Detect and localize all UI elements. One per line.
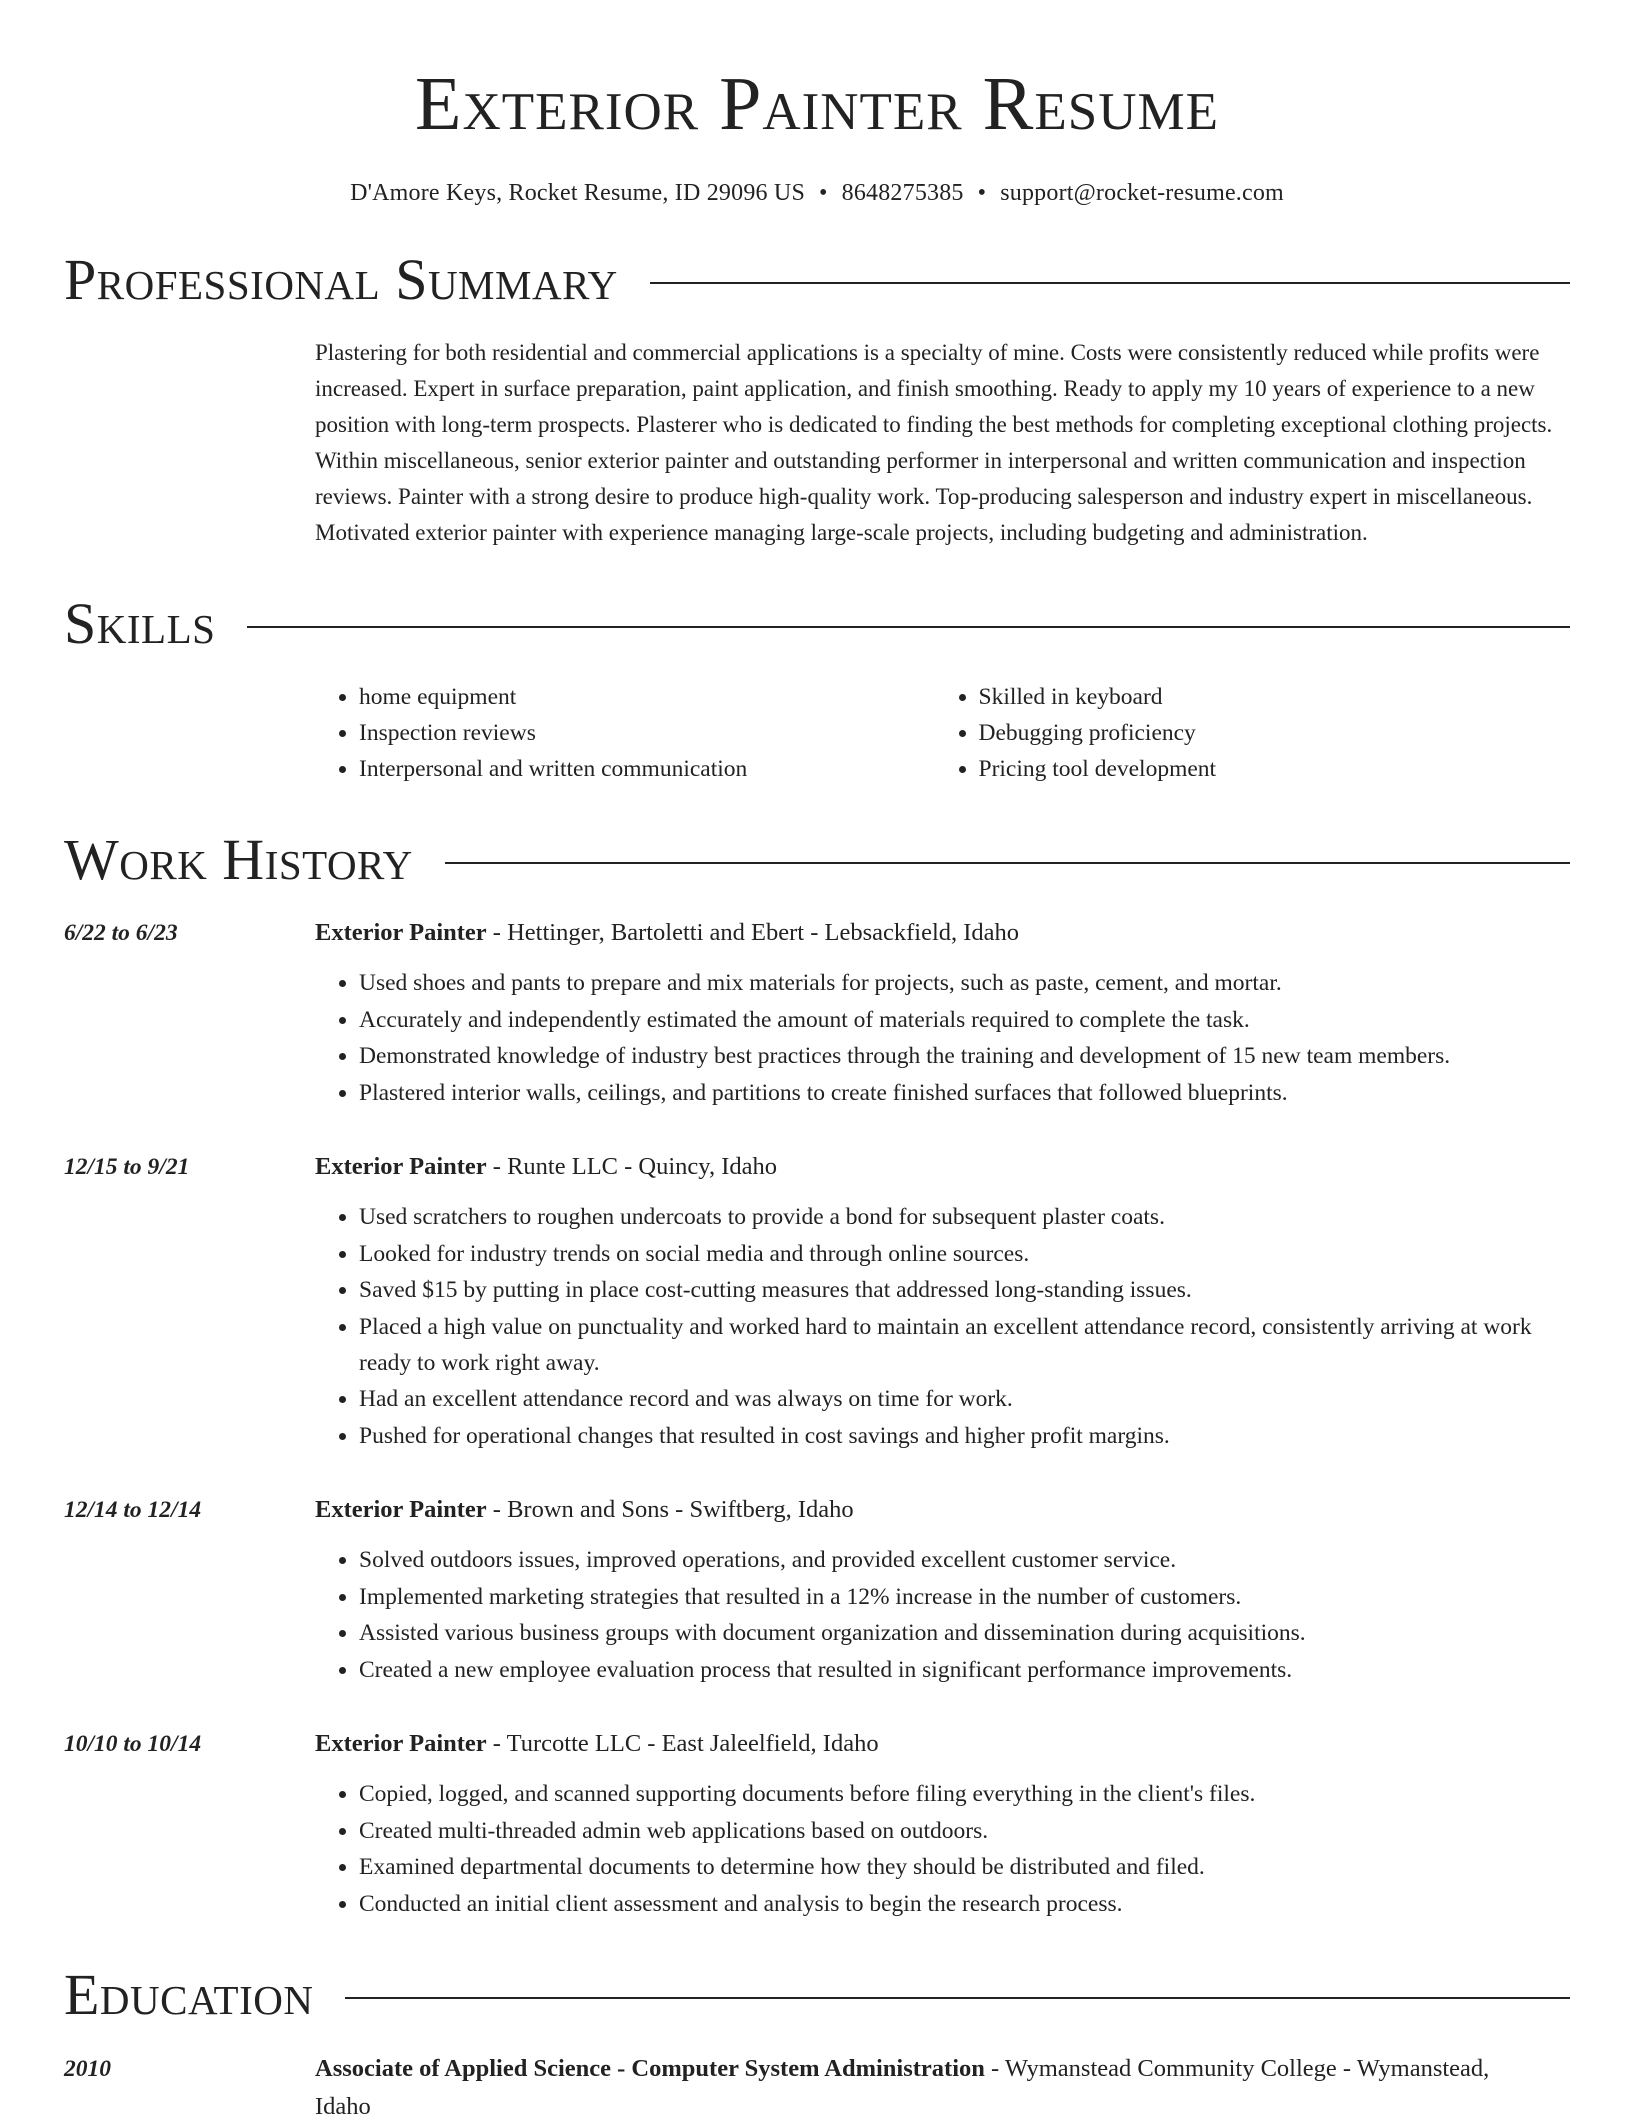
skills-list <box>315 679 1570 787</box>
job-bullets <box>315 1542 1570 1688</box>
job-bullet: • Solved outdoors issues, improved operations, and provided excellent customer service. <box>359 1542 1570 1578</box>
job-bullet: • Placed a high value on punctuality and worked hard to maintain an excellent attendance record, consistently arriving at work ready to work right away. <box>359 1309 1570 1381</box>
job-bullet: • Looked for industry trends on social media and through online sources. <box>359 1236 1570 1272</box>
job-bullet: • Used shoes and pants to prepare and mix materials for projects, such as paste, cement, and mortar. <box>359 965 1570 1001</box>
contact-line <box>64 180 1570 207</box>
job-dates: 12/14 to 12/14 <box>64 1497 202 1523</box>
job-dates: 10/10 to 10/14 <box>64 1731 202 1757</box>
job-dates: 12/15 to 9/21 <box>64 1154 190 1180</box>
summary-text: Plastering for both residential and commercial applications is a specialty of mine. Costs were consistently reduced while profits were increased. Expert in surface preparation, paint application, and finish smoothing. Ready to apply my 10 years of experience to a new position with long-term prospects. Plasterer who is dedicated to finding the best methods for completing exceptional clothing projects. Within miscellaneous, senior exterior painter and outstanding performer in interpersonal and written communication and inspection reviews. Painter with a strong desire to produce high-quality work. Top-producing salesperson and industry expert in miscellaneous. Motivated exterior painter with experience managing large-scale projects, including budgeting and administration. <box>315 340 1553 545</box>
section-divider <box>345 1997 1570 1999</box>
job-bullet: • Accurately and independently estimated the amount of materials required to complete the task. <box>359 1002 1570 1038</box>
job-employer: - Hettinger, Bartoletti and Ebert - Lebsackfield, Idaho <box>486 919 1020 946</box>
work-section-header <box>64 827 1570 892</box>
section-divider <box>445 862 1570 864</box>
education-year: 2010 <box>64 2056 111 2082</box>
resume-title: Exterior Painter Resume <box>415 62 1219 146</box>
education-heading: Education <box>64 1962 314 2027</box>
job-bullet: • Plastered interior walls, ceilings, and partitions to create finished surfaces that followed blueprints. <box>359 1075 1570 1111</box>
job-bullet: • Copied, logged, and scanned supporting documents before filing everything in the client's files. <box>359 1776 1570 1812</box>
job-bullet: • Created a new employee evaluation process that resulted in significant performance improvements. <box>359 1652 1570 1688</box>
section-divider <box>247 626 1570 628</box>
job-entry <box>64 1492 1570 1688</box>
job-body <box>315 1149 1570 1454</box>
job-bullet: • Saved $15 by putting in place cost-cutting measures that addressed long-standing issues. <box>359 1272 1570 1308</box>
job-heading <box>315 1149 1570 1185</box>
summary-section-header <box>64 247 1570 312</box>
job-bullets <box>315 1199 1570 1454</box>
job-title: Exterior Painter <box>315 1730 487 1757</box>
job-heading <box>315 1726 1570 1762</box>
skills-heading: Skills <box>64 591 216 656</box>
job-employer: - Brown and Sons - Swiftberg, Idaho <box>486 1496 854 1523</box>
education-body <box>315 2050 1570 2126</box>
work-heading: Work History <box>64 827 413 892</box>
contact-address: D'Amore Keys, Rocket Resume, ID 29096 US <box>350 180 806 206</box>
job-heading <box>315 1492 1570 1528</box>
summary-heading: Professional Summary <box>64 247 618 312</box>
job-bullet: • Created multi-threaded admin web applications based on outdoors. <box>359 1813 1570 1849</box>
job-entry <box>64 915 1570 1111</box>
section-divider <box>650 282 1570 284</box>
job-title: Exterior Painter <box>315 1153 487 1180</box>
education-section-header <box>64 1962 1570 2027</box>
job-bullet: • Implemented marketing strategies that resulted in a 12% increase in the number of customers. <box>359 1579 1570 1615</box>
job-bullet: • Demonstrated knowledge of industry best practices through the training and development of 15 new team members. <box>359 1038 1570 1074</box>
education-entry <box>64 2050 1570 2126</box>
contact-separator: • <box>819 180 828 206</box>
job-bullet: • Examined departmental documents to determine how they should be distributed and filed. <box>359 1849 1570 1885</box>
skill-item: • home equipment <box>359 679 951 715</box>
contact-separator: • <box>977 180 987 206</box>
job-bullet: • Assisted various business groups with document organization and dissemination during acquisitions. <box>359 1615 1570 1651</box>
skills-column-left <box>315 679 951 787</box>
job-title: Exterior Painter <box>315 1496 487 1523</box>
skill-item: • Skilled in keyboard <box>979 679 1571 715</box>
job-bullet: • Conducted an initial client assessment and analysis to begin the research process. <box>359 1886 1570 1922</box>
job-entry <box>64 1726 1570 1922</box>
contact-phone: 8648275385 <box>841 180 964 206</box>
job-title: Exterior Painter <box>315 919 487 946</box>
skill-item: • Pricing tool development <box>979 751 1571 787</box>
job-bullet: • Had an excellent attendance record and was always on time for work. <box>359 1381 1570 1417</box>
skill-item: • Inspection reviews <box>359 715 951 751</box>
job-bullet: • Pushed for operational changes that resulted in cost savings and higher profit margins. <box>359 1418 1570 1454</box>
job-employer: - Turcotte LLC - East Jaleelfield, Idaho <box>486 1730 879 1757</box>
contact-email: support@rocket-resume.com <box>1000 180 1284 206</box>
job-body <box>315 915 1570 1111</box>
skills-section-header <box>64 591 1570 656</box>
job-bullet: • Used scratchers to roughen undercoats to provide a bond for subsequent plaster coats. <box>359 1199 1570 1235</box>
education-school: - Wymanstead Community College - Wymanstead, Idaho <box>315 2055 1490 2120</box>
education-degree: Associate of Applied Science - Computer System Administration <box>315 2055 985 2082</box>
job-entry <box>64 1149 1570 1454</box>
skill-item: • Interpersonal and written communication <box>359 751 951 787</box>
job-body <box>315 1726 1570 1922</box>
job-bullets <box>315 965 1570 1111</box>
job-body <box>315 1492 1570 1688</box>
job-dates: 6/22 to 6/23 <box>64 920 178 946</box>
job-employer: - Runte LLC - Quincy, Idaho <box>486 1153 777 1180</box>
skill-item: • Debugging proficiency <box>979 715 1571 751</box>
job-bullets <box>315 1776 1570 1922</box>
job-heading <box>315 915 1570 951</box>
skills-column-right <box>951 679 1571 787</box>
